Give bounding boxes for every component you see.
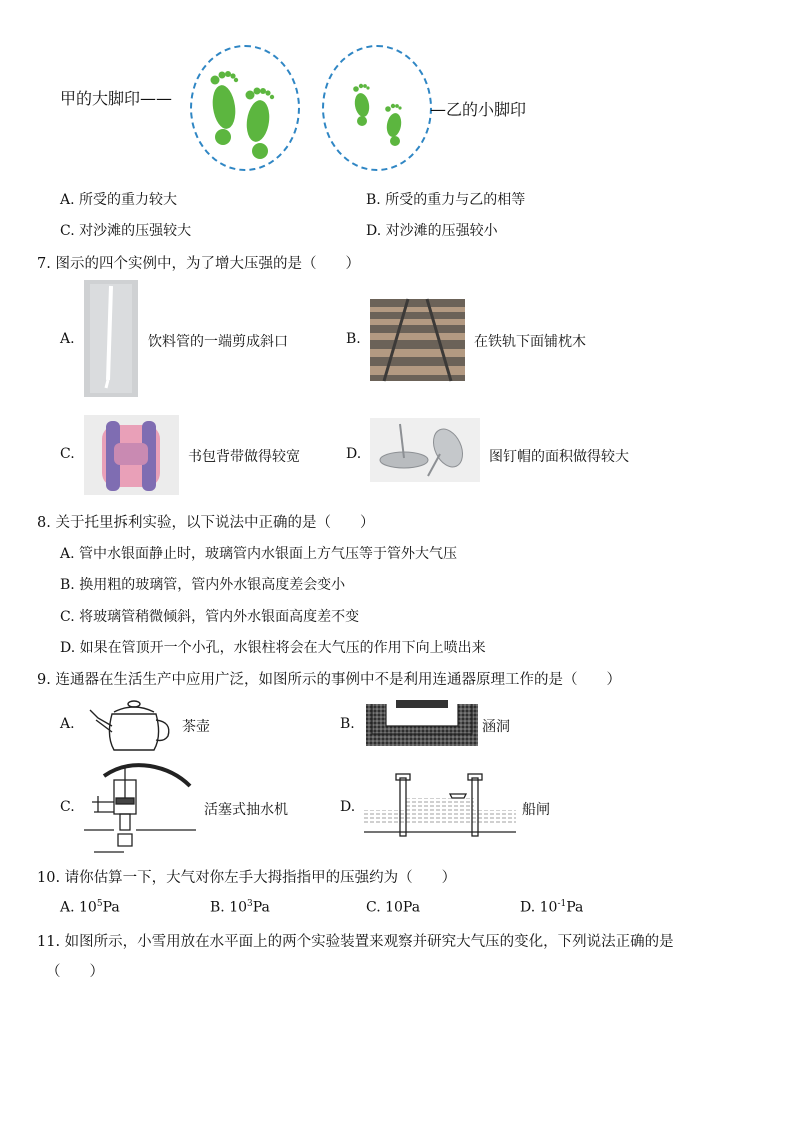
q7-option-c-text: 书包背带做得较宽 — [188, 449, 300, 465]
teapot-diagram — [84, 696, 176, 754]
q7-option-b-text: 在铁轨下面铺枕木 — [474, 334, 586, 350]
q6-option-a: A. 所受的重力较大 — [60, 192, 178, 208]
q6-option-c: C. 对沙滩的压强较大 — [60, 223, 192, 239]
q9-option-a-letter: A. — [60, 716, 75, 732]
railway-image — [370, 299, 465, 381]
q9-stem: 9. 连通器在生活生产中应用广泛，如图所示的事例中不是利用连通器原理工作的是（ ） — [37, 672, 621, 688]
q11-stem-line1: 11. 如图所示，小雪用放在水平面上的两个实验装置来观察并研究大气压的变化，下列说法正确的是 — [37, 934, 674, 950]
q8-option-a: A. 管中水银面静止时，玻璃管内水银面上方气压等于管外大气压 — [60, 546, 458, 562]
q8-option-c: C. 将玻璃管稍微倾斜，管内外水银面高度差不变 — [60, 609, 360, 625]
q8-option-d: D. 如果在管顶开一个小孔，水银柱将会在大气压的作用下向上喷出来 — [60, 640, 486, 656]
q6-option-d: D. 对沙滩的压强较小 — [366, 223, 498, 239]
q7-option-a-text: 饮料管的一端剪成斜口 — [148, 334, 288, 350]
q11-stem-line2: （ ） — [46, 964, 104, 980]
q9-option-d-text: 船闸 — [522, 802, 550, 818]
ship-lock-diagram — [364, 772, 516, 838]
pump-diagram — [84, 760, 196, 856]
q10-stem: 10. 请你估算一下，大气对你左手大拇指指甲的压强约为（ ） — [37, 870, 457, 886]
q7-option-a-letter: A. — [60, 331, 75, 347]
q8-option-b: B. 换用粗的玻璃管，管内外水银高度差会变小 — [60, 577, 346, 593]
q7-option-d-text: 图钉帽的面积做得较大 — [489, 449, 629, 465]
right-footprint-label: —乙的小脚印 — [430, 100, 527, 119]
small-footprints-icon — [322, 45, 432, 171]
q9-option-a-text: 茶壶 — [182, 719, 210, 735]
thumbtack-image — [370, 418, 480, 482]
q7-option-d-letter: D. — [346, 446, 362, 462]
q9-option-c-text: 活塞式抽水机 — [204, 802, 288, 818]
backpack-image — [84, 415, 179, 495]
q10-option-b: B. $10^3Pa$ — [210, 899, 270, 916]
big-footprints-icon — [190, 45, 300, 171]
q9-option-c-letter: C. — [60, 799, 75, 815]
q6-option-b: B. 所受的重力与乙的相等 — [366, 192, 526, 208]
culvert-diagram — [366, 698, 478, 746]
q9-option-b-text: 涵洞 — [482, 719, 510, 735]
q7-stem: 7. 图示的四个实例中，为了增大压强的是（ ） — [37, 256, 360, 272]
q10-option-d: D. $10^{-1}Pa$ — [520, 899, 584, 916]
left-footprint-label: 甲的大脚印—— — [60, 89, 173, 108]
q7-option-c-letter: C. — [60, 446, 75, 462]
q7-option-b-letter: B. — [346, 331, 361, 347]
q10-option-a: A. $10^5Pa$ — [60, 899, 120, 916]
straw-image — [84, 280, 138, 397]
q10-option-c: C. 10Pa — [366, 899, 421, 916]
q9-option-b-letter: B. — [340, 716, 355, 732]
q8-stem: 8. 关于托里拆利实验，以下说法中正确的是（ ） — [37, 515, 375, 531]
q9-option-d-letter: D. — [340, 799, 356, 815]
